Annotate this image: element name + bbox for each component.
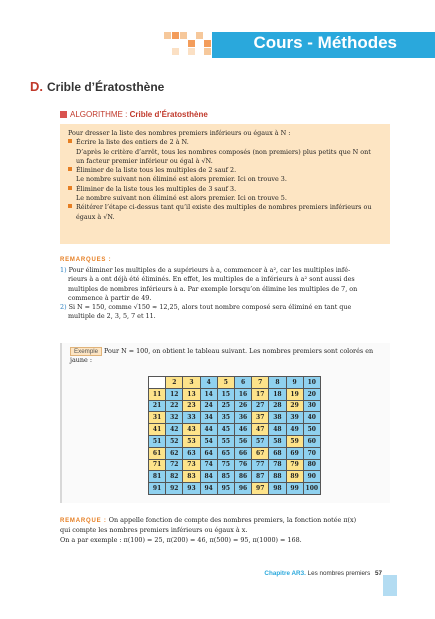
composite-cell: 38 xyxy=(269,412,286,424)
algorithm-step-text: un facteur premier inférieur ou égal à √N. xyxy=(76,156,213,165)
composite-cell: 51 xyxy=(149,435,166,447)
prime-cell: 17 xyxy=(252,388,269,400)
decor-square xyxy=(188,40,195,47)
decor-square xyxy=(172,32,179,39)
decor-square xyxy=(164,32,171,39)
algorithm-name: Crible d’Ératosthène xyxy=(129,110,208,119)
algorithm-step-text: Éliminer de la liste tous les multiples de 2 sauf 2. xyxy=(76,166,237,175)
section-letter: D. xyxy=(30,79,43,94)
composite-cell: 72 xyxy=(166,459,183,471)
prime-cell: 7 xyxy=(252,377,269,389)
algorithm-step-text: Le nombre suivant non éliminé est alors premier. Ici on trouve 3. xyxy=(76,175,287,184)
composite-cell: 94 xyxy=(200,483,217,495)
algorithm-step-text: Le nombre suivant non éliminé est alors premier. Ici on trouve 5. xyxy=(76,194,287,203)
square-bullet-icon xyxy=(68,167,72,171)
composite-cell: 9 xyxy=(286,377,303,389)
algorithm-step-detail xyxy=(68,148,382,157)
footer-chapter-title: Les nombres premiers xyxy=(307,570,371,577)
example-text: Pour N = 100, on obtient le tableau suivant. Les nombres premiers sont colorés en xyxy=(104,347,374,355)
composite-cell: 65 xyxy=(217,447,234,459)
prime-cell: 29 xyxy=(286,400,303,412)
composite-cell: 25 xyxy=(217,400,234,412)
remark-line xyxy=(60,312,390,321)
prime-cell: 97 xyxy=(252,483,269,495)
composite-cell: 28 xyxy=(269,400,286,412)
prime-cell: 89 xyxy=(286,471,303,483)
example-text-continued: jaune : xyxy=(70,356,92,364)
prime-cell: 67 xyxy=(252,447,269,459)
composite-cell: 85 xyxy=(217,471,234,483)
composite-cell: 99 xyxy=(286,483,303,495)
algorithm-step-text: Réitérer l’étape ci-dessus tant qu’il existe des multiples de nombres premiers inférieurs ou xyxy=(76,203,372,212)
composite-cell: 15 xyxy=(217,388,234,400)
algorithm-step-text: Écrire la liste des entiers de 2 à N. xyxy=(76,138,189,147)
remarks-heading: REMARQUES : xyxy=(60,257,112,263)
prime-cell: 83 xyxy=(183,471,200,483)
prime-cell: 71 xyxy=(149,459,166,471)
decor-square xyxy=(172,48,179,55)
composite-cell: 26 xyxy=(234,400,251,412)
table-cell-empty xyxy=(149,377,166,389)
composite-cell: 24 xyxy=(200,400,217,412)
composite-cell: 39 xyxy=(286,412,303,424)
remark-line xyxy=(60,303,390,312)
composite-cell: 84 xyxy=(200,471,217,483)
composite-cell: 86 xyxy=(234,471,251,483)
decor-square xyxy=(188,48,195,55)
composite-cell: 16 xyxy=(234,388,251,400)
composite-cell: 60 xyxy=(303,435,320,447)
prime-cell: 47 xyxy=(252,424,269,436)
composite-cell: 68 xyxy=(269,447,286,459)
note-line-2: qui compte les nombres premiers inférieurs ou égaux à x. xyxy=(60,526,248,535)
prime-cell: 41 xyxy=(149,424,166,436)
table-row xyxy=(149,377,321,389)
note-heading: REMARQUE : xyxy=(60,518,107,524)
remark-text: multiple de 2, 3, 5, 7 et 11. xyxy=(68,312,156,321)
composite-cell: 44 xyxy=(200,424,217,436)
remark-text: Si N = 150, comme √150 ≈ 12,25, alors tout nombre composé sera éliminé en tant que xyxy=(68,303,352,312)
composite-cell: 20 xyxy=(303,388,320,400)
composite-cell: 48 xyxy=(269,424,286,436)
composite-cell: 40 xyxy=(303,412,320,424)
section-title-text: Crible d’Ératosthène xyxy=(47,80,165,94)
composite-cell: 46 xyxy=(234,424,251,436)
example-tag: Exemple xyxy=(70,347,102,356)
footer-bar xyxy=(383,575,397,596)
remark-line xyxy=(60,266,390,275)
algorithm-steps xyxy=(68,138,382,222)
composite-cell: 92 xyxy=(166,483,183,495)
composite-cell: 52 xyxy=(166,435,183,447)
algorithm-step-text: égaux à √N. xyxy=(76,212,115,221)
algorithm-label: ALGORITHME : xyxy=(70,110,128,119)
algorithm-step-detail xyxy=(68,213,382,222)
algorithm-step xyxy=(68,166,382,175)
composite-cell: 4 xyxy=(200,377,217,389)
table-row xyxy=(149,459,321,471)
square-bullet-icon xyxy=(68,139,72,143)
algorithm-step xyxy=(68,203,382,212)
composite-cell: 56 xyxy=(234,435,251,447)
composite-cell: 58 xyxy=(269,435,286,447)
algorithm-box xyxy=(60,124,390,244)
composite-cell: 22 xyxy=(166,400,183,412)
composite-cell: 64 xyxy=(200,447,217,459)
prime-cell: 73 xyxy=(183,459,200,471)
composite-cell: 75 xyxy=(217,459,234,471)
composite-cell: 36 xyxy=(234,412,251,424)
prime-cell: 43 xyxy=(183,424,200,436)
remark-line xyxy=(60,294,390,303)
prime-cell: 5 xyxy=(217,377,234,389)
composite-cell: 77 xyxy=(252,459,269,471)
remark-line xyxy=(60,275,390,284)
composite-cell: 32 xyxy=(166,412,183,424)
composite-cell: 95 xyxy=(217,483,234,495)
composite-cell: 34 xyxy=(200,412,217,424)
table-row xyxy=(149,424,321,436)
composite-cell: 30 xyxy=(303,400,320,412)
prime-cell: 59 xyxy=(286,435,303,447)
composite-cell: 45 xyxy=(217,424,234,436)
prime-cell: 31 xyxy=(149,412,166,424)
composite-cell: 76 xyxy=(234,459,251,471)
composite-cell: 42 xyxy=(166,424,183,436)
algorithm-step-text: D’après le critère d’arrêt, tous les nombres composés (non premiers) plus petits que N ont xyxy=(76,147,371,156)
composite-cell: 12 xyxy=(166,388,183,400)
footer-chapter: Chapitre AR3. xyxy=(264,570,306,577)
remark-number: 1) xyxy=(60,266,69,274)
composite-cell: 49 xyxy=(286,424,303,436)
decor-square xyxy=(196,32,203,39)
algorithm-step-detail xyxy=(68,157,382,166)
composite-cell: 98 xyxy=(269,483,286,495)
algorithm-step xyxy=(68,138,382,147)
composite-cell: 8 xyxy=(269,377,286,389)
composite-cell: 91 xyxy=(149,483,166,495)
square-bullet-icon xyxy=(68,186,72,190)
composite-cell: 54 xyxy=(200,435,217,447)
section-title xyxy=(30,79,164,94)
remark-number: 2) xyxy=(60,303,69,312)
note-text xyxy=(60,516,390,545)
composite-cell: 96 xyxy=(234,483,251,495)
composite-cell: 18 xyxy=(269,388,286,400)
composite-cell: 88 xyxy=(269,471,286,483)
composite-cell: 81 xyxy=(149,471,166,483)
composite-cell: 63 xyxy=(183,447,200,459)
decor-square xyxy=(180,32,187,39)
remarks-body xyxy=(60,266,390,322)
remark-text: rieurs à a ont déjà été éliminés. En effet, les multiples de a inférieurs à a² sont aussi des xyxy=(68,275,355,284)
note-line-3: On a par exemple : π(100) = 25, π(200) = 46, π(500) = 95, π(1000) = 168. xyxy=(60,535,302,544)
prime-cell: 19 xyxy=(286,388,303,400)
table-row xyxy=(149,388,321,400)
page-number: 57 xyxy=(374,570,382,577)
prime-cell: 13 xyxy=(183,388,200,400)
prime-cell: 2 xyxy=(166,377,183,389)
composite-cell: 57 xyxy=(252,435,269,447)
prime-cell: 23 xyxy=(183,400,200,412)
algorithm-title xyxy=(60,110,208,119)
composite-cell: 21 xyxy=(149,400,166,412)
square-bullet-icon xyxy=(68,204,72,208)
page-header-title: Cours - Méthodes xyxy=(253,33,397,52)
composite-cell: 100 xyxy=(303,483,320,495)
remark-text: Pour éliminer les multiples de a supérieurs à a, commencer à a², car les multiples infé- xyxy=(68,266,351,274)
table-row xyxy=(149,412,321,424)
decor-square xyxy=(204,40,211,47)
square-bullet-icon xyxy=(60,111,67,118)
note-line-1: On appelle fonction de compte des nombres premiers, la fonction notée π(x) xyxy=(108,516,357,524)
table-row xyxy=(149,435,321,447)
composite-cell: 69 xyxy=(286,447,303,459)
composite-cell: 6 xyxy=(234,377,251,389)
remark-text: commence à partir de 49. xyxy=(68,293,152,302)
prime-cell: 61 xyxy=(149,447,166,459)
composite-cell: 70 xyxy=(303,447,320,459)
composite-cell: 27 xyxy=(252,400,269,412)
prime-cell: 53 xyxy=(183,435,200,447)
composite-cell: 35 xyxy=(217,412,234,424)
prime-cell: 3 xyxy=(183,377,200,389)
composite-cell: 10 xyxy=(303,377,320,389)
prime-cell: 79 xyxy=(286,459,303,471)
composite-cell: 66 xyxy=(234,447,251,459)
composite-cell: 82 xyxy=(166,471,183,483)
prime-cell: 37 xyxy=(252,412,269,424)
composite-cell: 62 xyxy=(166,447,183,459)
algorithm-step-text: Éliminer de la liste tous les multiples de 3 sauf 3. xyxy=(76,184,237,193)
composite-cell: 90 xyxy=(303,471,320,483)
remark-line xyxy=(60,285,390,294)
page-footer xyxy=(264,570,382,577)
composite-cell: 78 xyxy=(269,459,286,471)
composite-cell: 87 xyxy=(252,471,269,483)
prime-cell: 11 xyxy=(149,388,166,400)
composite-cell: 33 xyxy=(183,412,200,424)
sieve-table xyxy=(148,376,321,495)
composite-cell: 14 xyxy=(200,388,217,400)
table-row xyxy=(149,447,321,459)
decor-square xyxy=(204,48,211,55)
table-row xyxy=(149,400,321,412)
remark-text: multiples de nombres inférieurs à a. Par exemple lorsqu’on élimine les multiples de 7, on xyxy=(68,284,358,293)
composite-cell: 80 xyxy=(303,459,320,471)
algorithm-step-detail xyxy=(68,175,382,184)
algorithm-step xyxy=(68,185,382,194)
table-row xyxy=(149,483,321,495)
algorithm-step-detail xyxy=(68,194,382,203)
composite-cell: 50 xyxy=(303,424,320,436)
composite-cell: 55 xyxy=(217,435,234,447)
composite-cell: 93 xyxy=(183,483,200,495)
composite-cell: 74 xyxy=(200,459,217,471)
table-row xyxy=(149,471,321,483)
algorithm-intro: Pour dresser la liste des nombres premiers inférieurs ou égaux à N : xyxy=(68,129,291,137)
